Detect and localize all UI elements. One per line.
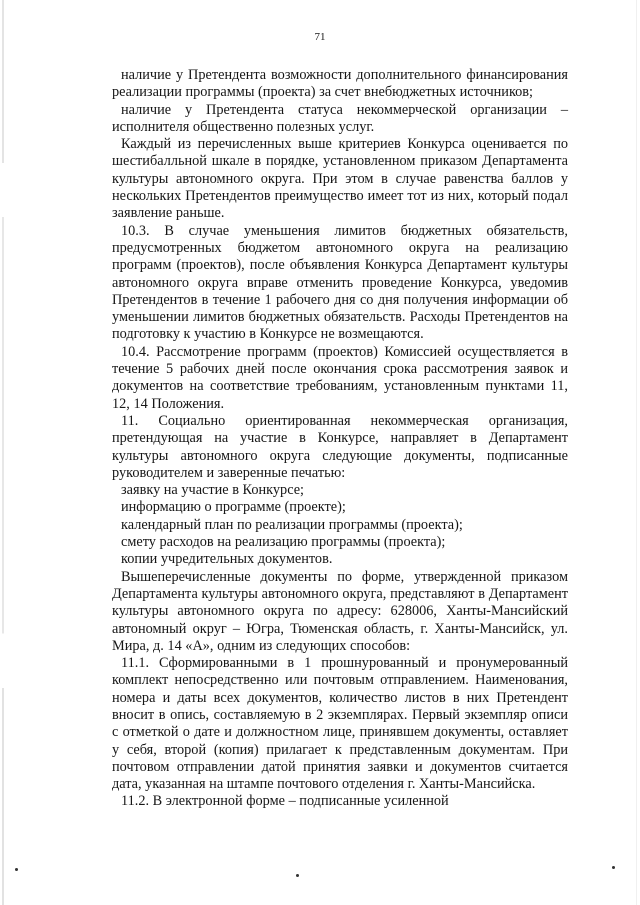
paragraph-10-4: 10.4. Рассмотрение программ (проектов) Комиссией осуществляется в течение 5 рабочих дней после окончания срока рассмотрения заявок и документов на соответствие требованиям, установленным пунктами 11, 12, 14 Положения. <box>112 343 568 412</box>
list-item: копии учредительных документов. <box>121 551 333 568</box>
list-item: смету расходов на реализацию программы (проекта); <box>121 534 446 551</box>
scan-edge-left <box>2 0 4 905</box>
list-item: календарный план по реализации программы (проекта); <box>121 516 463 533</box>
paragraph-criterion-status: наличие у Претендента статуса некоммерческой организации – исполнителя общественно полезных услуг. <box>112 101 568 135</box>
paragraph-11-1: 11.1. Сформированными в 1 прошнурованный и пронумерованный комплект непосредственно или почтовым отправлением. Наименования, номера и даты всех документов, количество листов в них Претендент вносит в опись, составляемую в 2 экземплярах. Первый экземпляр описи с отметкой о дате и должностном лице, принявшем документы, оставляет у себя, второй (копия) прилагает к представленным документам. При почтовом отправлении датой принятия заявки и документов считается дата, указанная на штампе почтового отделения г. Ханты-Мансийска. <box>112 655 568 793</box>
paragraph-10-3: 10.3. В случае уменьшения лимитов бюджетных обязательств, предусмотренных бюджетом автономного округа на реализацию программ (проектов), после объявления Конкурса Департамент культуры автономного округа вправе отменить проведение Конкурса, уведомив Претендентов в течение 1 рабочего дня со дня получения информации об уменьшении лимитов бюджетных обязательств. Расходы Претендентов на подготовку к участию в Конкурсе не возмещаются. <box>112 222 568 343</box>
scan-speck <box>296 874 299 877</box>
paragraph-scoring: Каждый из перечисленных выше критериев Конкурса оценивается по шестибалльной шкале в порядке, установленном приказом Департамента культуры автономного округа. При этом в случае равенства баллов у нескольких Претендентов преимущество имеет тот из них, который подал заявление раньше. <box>112 136 568 222</box>
scan-speck <box>15 868 18 871</box>
page-number: 71 <box>314 31 326 43</box>
paragraph-criterion-financing: наличие у Претендента возможности дополнительного финансирования реализации программы (проекта) за счет внебюджетных источников; <box>112 67 568 101</box>
document-body <box>112 67 568 811</box>
paragraph-11-2: 11.2. В электронной форме – подписанные усиленной <box>121 793 449 810</box>
paragraph-submission-address: Вышеперечисленные документы по форме, утвержденной приказом Департамента культуры автономного округа, представляют в Департамент культуры автономного округа по адресу: 628006, Ханты-Мансийский автономный округ – Югра, Тюменская область, г. Ханты-Мансийск, ул. Мира, д. 14 «А», одним из следующих способов: <box>112 568 568 654</box>
paragraph-11: 11. Социально ориентированная некоммерческая организация, претендующая на участие в Конкурсе, направляет в Департамент культуры автономного округа следующие документы, подписанные руководителем и заверенные печатью: <box>112 412 568 481</box>
scan-edge-right <box>636 0 637 905</box>
scan-speck <box>612 866 615 869</box>
list-item: информацию о программе (проекте); <box>121 499 346 516</box>
list-item: заявку на участие в Конкурсе; <box>121 482 305 499</box>
